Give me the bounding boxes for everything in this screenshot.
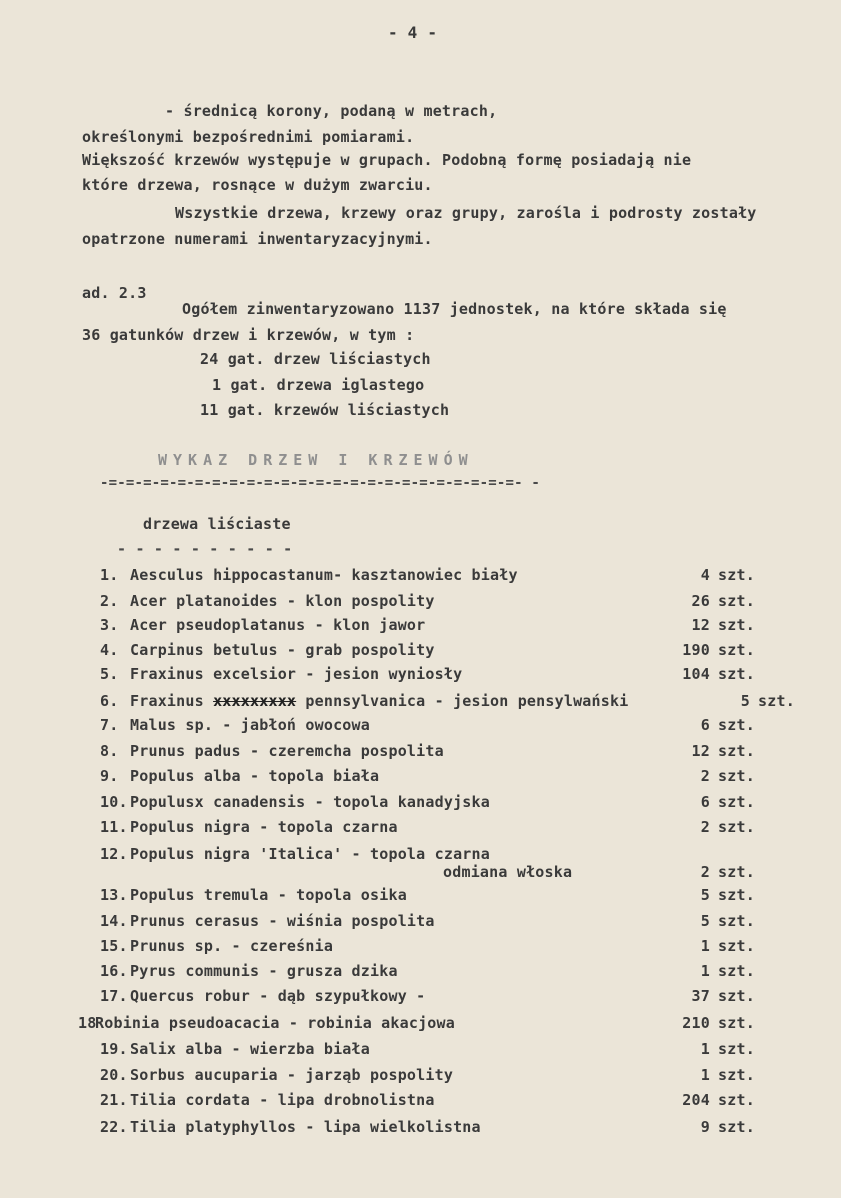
- item-number: 15.: [100, 937, 128, 955]
- item-name: [130, 692, 628, 710]
- intro-line: które drzewa, rosnące w dużym zwarciu.: [82, 176, 433, 194]
- item-unit: szt.: [718, 1040, 755, 1058]
- item-unit: szt.: [718, 1118, 755, 1136]
- item-unit: szt.: [718, 767, 755, 785]
- intro-line: Wszystkie drzewa, krzewy oraz grupy, zarośla i podrosty zostały: [175, 204, 757, 222]
- item-name: Sorbus aucuparia - jarząb pospolity: [130, 1066, 454, 1084]
- item-count: 4: [700, 566, 710, 584]
- intro-line: - średnicą korony, podaną w metrach,: [165, 102, 498, 120]
- item-unit: szt.: [718, 863, 755, 881]
- item-unit: szt.: [718, 793, 755, 811]
- breakdown-line: 24 gat. drzew liściastych: [200, 350, 431, 368]
- list-title-underline: -=-=-=-=-=-=-=-=-=-=-=-=-=-=-=-=-=-=-=-=-=-=-=-=- -: [100, 475, 541, 491]
- item-name: Prunus sp. - czereśnia: [130, 937, 334, 955]
- item-unit: szt.: [718, 742, 755, 760]
- item-count: 5: [740, 692, 750, 710]
- item-unit: szt.: [718, 886, 755, 904]
- item-number: 10.: [100, 793, 128, 811]
- item-name: Prunus cerasus - wiśnia pospolita: [130, 912, 435, 930]
- item-name: Populus nigra - topola czarna: [130, 818, 398, 836]
- item-unit: szt.: [718, 1014, 755, 1032]
- item-name: Tilia platyphyllos - lipa wielkolistna: [130, 1118, 481, 1136]
- item-unit: szt.: [718, 818, 755, 836]
- item-name: Quercus robur - dąb szypułkowy -: [130, 987, 426, 1005]
- item-name: Aesculus hippocastanum- kasztanowiec biały: [130, 566, 518, 584]
- item-unit: szt.: [718, 716, 755, 734]
- struck-out-text: xxxxxxxxx: [213, 692, 297, 710]
- item-unit: szt.: [718, 592, 755, 610]
- item-number: 19.: [100, 1040, 128, 1058]
- item-unit: szt.: [718, 912, 755, 930]
- item-number: 5.: [100, 665, 119, 683]
- subheading-underline: - - - - - - - - - -: [117, 540, 293, 558]
- item-unit: szt.: [718, 616, 755, 634]
- item-number: 7.: [100, 716, 119, 734]
- item-unit: szt.: [718, 1066, 755, 1084]
- item-number: 14.: [100, 912, 128, 930]
- item-number: 20.: [100, 1066, 128, 1084]
- item-number: 2.: [100, 592, 119, 610]
- item-count: 26: [691, 592, 710, 610]
- item-name-continuation: odmiana włoska: [443, 863, 573, 881]
- intro-line: opatrzone numerami inwentaryzacyjnymi.: [82, 230, 433, 248]
- item-count: 9: [700, 1118, 710, 1136]
- page-number: - 4 -: [388, 23, 438, 42]
- item-count: 6: [700, 716, 710, 734]
- item-count: 1: [700, 1066, 710, 1084]
- item-number: 12.: [100, 845, 128, 863]
- item-name: Pyrus communis - grusza dzika: [130, 962, 398, 980]
- item-count: 5: [700, 886, 710, 904]
- section-summary-line: Ogółem zinwentaryzowano 1137 jednostek, na które składa się: [182, 300, 727, 318]
- item-name: Populus tremula - topola osika: [130, 886, 407, 904]
- item-number: 13.: [100, 886, 128, 904]
- item-count: 1: [700, 937, 710, 955]
- item-number: 4.: [100, 641, 119, 659]
- breakdown-line: 11 gat. krzewów liściastych: [200, 401, 450, 419]
- item-unit: szt.: [718, 1091, 755, 1109]
- section-label: ad. 2.3: [82, 284, 147, 302]
- intro-line: określonymi bezpośrednimi pomiarami.: [82, 128, 415, 146]
- item-name: Tilia cordata - lipa drobnolistna: [130, 1091, 435, 1109]
- item-count: 12: [691, 616, 710, 634]
- list-title: WYKAZ DRZEW I KRZEWÓW: [158, 451, 474, 469]
- item-count: 2: [700, 767, 710, 785]
- item-number: 11.: [100, 818, 128, 836]
- item-name: Malus sp. - jabłoń owocowa: [130, 716, 370, 734]
- intro-line: Większość krzewów występuje w grupach. Podobną formę posiadają nie: [82, 151, 692, 169]
- item-count: 204: [682, 1091, 710, 1109]
- item-name-part: Fraxinus: [130, 692, 214, 710]
- item-count: 5: [700, 912, 710, 930]
- item-count: 1: [700, 962, 710, 980]
- item-name: Populus nigra 'Italica' - topola czarna: [130, 845, 490, 863]
- item-name: Salix alba - wierzba biała: [130, 1040, 370, 1058]
- item-number: 6.: [100, 692, 119, 710]
- item-count: 37: [691, 987, 710, 1005]
- item-number: 9.: [100, 767, 119, 785]
- item-count: 2: [700, 818, 710, 836]
- item-name: Acer platanoides - klon pospolity: [130, 592, 435, 610]
- subheading: drzewa liściaste: [143, 515, 291, 533]
- item-number: 17.: [100, 987, 128, 1005]
- item-unit: szt.: [718, 987, 755, 1005]
- item-unit: szt.: [718, 641, 755, 659]
- item-number: 21.: [100, 1091, 128, 1109]
- item-name: Prunus padus - czeremcha pospolita: [130, 742, 444, 760]
- item-name: Robinia pseudoacacia - robinia akacjowa: [95, 1014, 455, 1032]
- item-count: 12: [691, 742, 710, 760]
- item-count: 2: [700, 863, 710, 881]
- item-name-part: pennsylvanica - jesion pensylwański: [296, 692, 629, 710]
- item-count: 210: [682, 1014, 710, 1032]
- item-number: 3.: [100, 616, 119, 634]
- item-name: Acer pseudoplatanus - klon jawor: [130, 616, 426, 634]
- item-name: Populus alba - topola biała: [130, 767, 380, 785]
- item-number: 8.: [100, 742, 119, 760]
- item-unit: szt.: [718, 937, 755, 955]
- item-unit: szt.: [718, 962, 755, 980]
- item-number: 1.: [100, 566, 119, 584]
- item-number: 16.: [100, 962, 128, 980]
- item-number: 18: [78, 1014, 97, 1032]
- item-number: 22.: [100, 1118, 128, 1136]
- section-summary-line: 36 gatunków drzew i krzewów, w tym :: [82, 326, 415, 344]
- item-count: 104: [682, 665, 710, 683]
- item-count: 190: [682, 641, 710, 659]
- item-unit: szt.: [718, 566, 755, 584]
- item-name: Fraxinus excelsior - jesion wyniosły: [130, 665, 463, 683]
- item-count: 1: [700, 1040, 710, 1058]
- item-name: Carpinus betulus - grab pospolity: [130, 641, 435, 659]
- breakdown-line: 1 gat. drzewa iglastego: [212, 376, 425, 394]
- item-count: 6: [700, 793, 710, 811]
- item-unit: szt.: [718, 665, 755, 683]
- item-unit: szt.: [758, 692, 795, 710]
- item-name: Populusx canadensis - topola kanadyjska: [130, 793, 490, 811]
